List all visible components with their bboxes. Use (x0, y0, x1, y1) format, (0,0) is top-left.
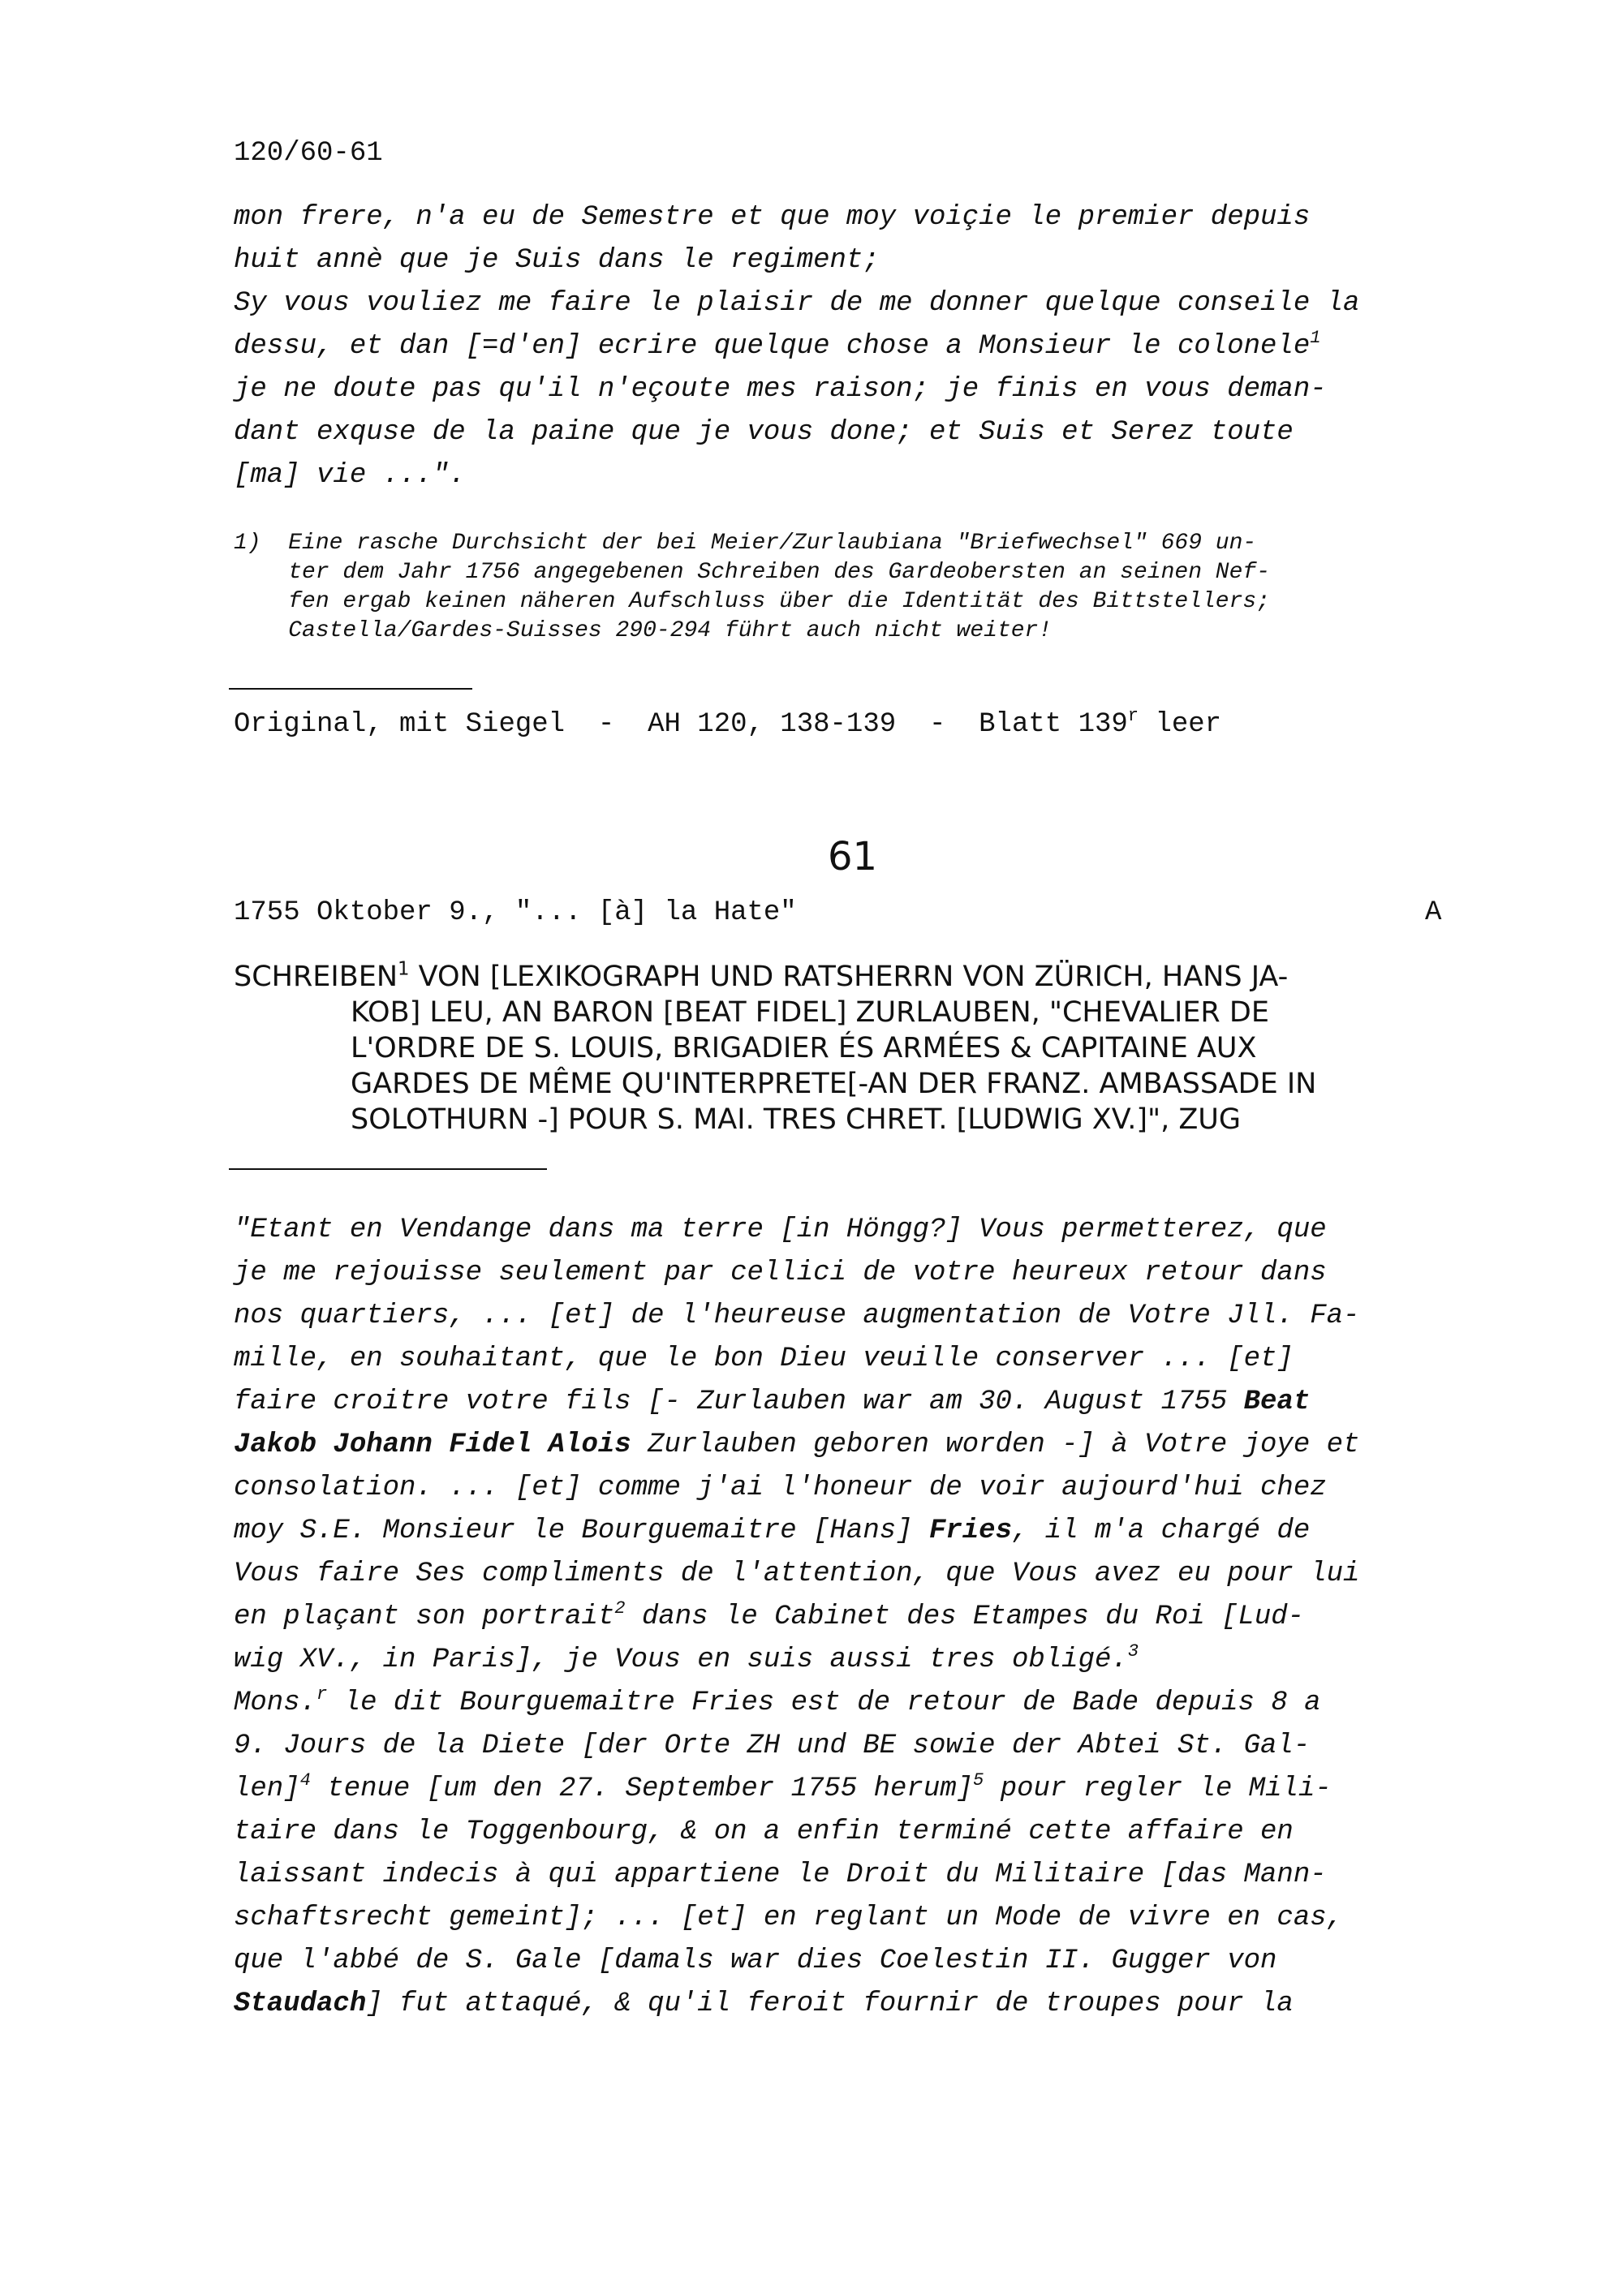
text-line: 9. Jours de la Diete [der Orte ZH und BE sowie der Abtei St. Gal- (234, 1731, 1311, 1761)
text-line: mille, en souhaitant, que le bon Dieu veuille conserver ... [et] (234, 1344, 1294, 1374)
text-line: nos quartiers, ... [et] de l'heureuse augmentation de Votre Jll. Fa- (234, 1301, 1360, 1331)
text-line: Vous faire Ses compliments de l'attention, que Vous avez eu pour lui (234, 1559, 1360, 1589)
entry-number: 61 (828, 834, 878, 879)
text-line: taire dans le Toggenbourg, & on a enfin terminé cette affaire en (234, 1817, 1294, 1847)
text-line: dant exquse de la paine que je vous done; et Suis et Serez toute (234, 417, 1294, 448)
footnote-marker: 3 (1127, 1640, 1139, 1662)
text-line: en plaçant son portrait$^2$ dans le Cabinet des Etampes du Roi [Lud- (234, 1597, 1305, 1632)
footnote-line: 1) Eine rasche Durchsicht der bei Meier/Zurlaubiana "Briefwechsel" 669 un- (234, 531, 1257, 556)
entry-dateline: 1755 Oktober 9., "... [à] la Hate" (234, 897, 797, 928)
text-line: huit annè que je Suis dans le regiment; (234, 245, 880, 276)
heading-line: KOB] LEU, AN BARON [BEAT FIDEL] ZURLAUBEN, "CHEVALIER DE (351, 996, 1269, 1029)
text-line: Sy vous vouliez me faire le plaisir de me donner quelque conseile la (234, 288, 1360, 319)
footnote-marker: 1 (398, 958, 410, 980)
source-note: Original, mit Siegel - AH 120, 138-139 - Blatt 139$^r$ leer (234, 705, 1222, 740)
footnote-marker: 2 (614, 1597, 626, 1619)
letter-61-body (234, 1209, 1565, 2026)
divider-rule (229, 688, 472, 690)
footnote-marker: 1 (1310, 327, 1321, 348)
text-line: "Etant en Vendange dans ma terre [in Höngg?] Vous permetterez, que (234, 1215, 1327, 1245)
person-name: Beat (1243, 1387, 1311, 1417)
heading-line: L'ORDRE DE S. LOUIS, BRIGADIER ÉS ARMÉES & CAPITAINE AUX (351, 1032, 1257, 1064)
footnote-line: Castella/Gardes-Suisses 290-294 führt auch nicht weiter! (234, 618, 1053, 643)
footnote-line: ter dem Jahr 1756 angegebenen Schreiben des Gardeobersten an seinen Nef- (234, 560, 1271, 585)
page-reference: 120/60-61 (234, 138, 383, 169)
text-line: que l'abbé de S. Gale [damals war dies Coelestin II. Gugger von (234, 1946, 1277, 1976)
text-line: faire croitre votre fils [- Zurlauben war am 30. August 1755 Beat (234, 1387, 1311, 1417)
divider-rule (229, 1168, 547, 1170)
text-line: je ne doute pas qu'il n'eçoute mes raison; je finis en vous deman- (234, 374, 1327, 405)
text-line: schaftsrecht gemeint]; ... [et] en reglant un Mode de vivre en cas, (234, 1903, 1344, 1933)
person-name: Jakob Johann Fidel Alois (234, 1430, 631, 1460)
text-line: consolation. ... [et] comme j'ai l'honeur de voir aujourd'hui chez (234, 1473, 1327, 1503)
text-line: wig XV., in Paris], je Vous en suis aussi tres obligé.$^3$ (234, 1640, 1139, 1675)
footnote-marker: 5 (973, 1769, 984, 1791)
entry-type-badge: A (1425, 897, 1442, 928)
footnote (234, 529, 1270, 646)
text-line: Mons.$^r$ le dit Bourguemaitre Fries est de retour de Bade depuis 8 a (234, 1683, 1321, 1718)
person-name: Staudach (234, 1989, 367, 2019)
entry-heading (234, 959, 1467, 1137)
letter-60-closing-paragraph (234, 196, 1565, 497)
heading-line: GARDES DE MÊME QU'INTERPRETE[-AN DER FRANZ. AMBASSADE IN (351, 1068, 1317, 1100)
heading-line: SOLOTHURN -] POUR S. MAI. TRES CHRET. [LUDWIG XV.]", ZUG (351, 1103, 1242, 1136)
person-name: Fries (928, 1516, 1012, 1546)
text-line: [ma] vie ...". (234, 460, 466, 491)
text-line: je me rejouisse seulement par cellici de votre heureux retour dans (234, 1258, 1327, 1288)
text-line: dessu, et dan [=d'en] ecrire quelque chose a Monsieur le colonele$^1$ (234, 327, 1321, 362)
text-line: Staudach] fut attaqué, & qu'il feroit fournir de troupes pour la (234, 1989, 1294, 2019)
text-line: mon frere, n'a eu de Semestre et que moy voiçie le premier depuis (234, 202, 1311, 233)
text-line: Jakob Johann Fidel Alois Zurlauben geboren worden -] à Votre joye et (234, 1430, 1360, 1460)
heading-line: SCHREIBEN$^1$ VON [LEXIKOGRAPH UND RATSHERRN VON ZÜRICH, HANS JA- (234, 958, 1289, 993)
text-line: len]$^4$ tenue [um den 27. September 1755 herum]$^5$ pour regler le Mili- (234, 1769, 1332, 1804)
text-line: moy S.E. Monsieur le Bourguemaitre [Hans] Fries, il m'a chargé de (234, 1516, 1311, 1546)
footnote-line: fen ergab keinen näheren Aufschluss über die Identität des Bittstellers; (234, 589, 1271, 614)
footnote-marker: 4 (299, 1769, 311, 1791)
text-line: laissant indecis à qui appartiene le Droit du Militaire [das Mann- (234, 1860, 1327, 1890)
